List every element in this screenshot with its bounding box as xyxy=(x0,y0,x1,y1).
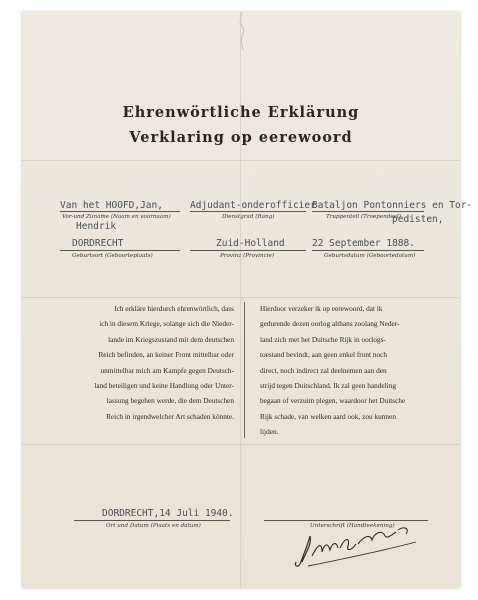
birthdate-value: 22 September 1888. xyxy=(312,238,415,249)
declaration-line: strijd tegen Duitschland. Ik zal geen handeling xyxy=(260,381,396,391)
rank-caption: Dienstgrad (Rang) xyxy=(222,214,275,220)
declaration-line: Rijk schade, van welken aard ook, zou kunnen xyxy=(260,411,396,421)
birthplace-value: DORDRECHT xyxy=(72,238,124,249)
declaration-line: toestand bevindt, aan geen enkel front noch xyxy=(260,350,388,360)
unit-caption: Truppenteil (Troependeel) xyxy=(326,214,401,220)
declaration-line: lijden. xyxy=(260,427,279,437)
birthplace-rule xyxy=(60,250,180,251)
title-dutch: Verklaring op eerewoord xyxy=(129,129,353,146)
declaration-line: Reich in irgendwelcher Art schaden könnte. xyxy=(106,411,234,421)
declaration-line: Ich erkläre hierdurch ehrenwörtlich, dass xyxy=(114,304,234,313)
name-value: Van het HOOFD,Jan, xyxy=(60,200,163,211)
declaration-line: direct, noch indirect zal deelnemen aan den xyxy=(260,365,387,375)
declaration-dutch xyxy=(260,301,440,440)
declaration-line: land beteiligen und keine Handlung oder Unter- xyxy=(94,381,234,391)
fold-line xyxy=(22,297,460,298)
birthdate-caption: Geburtsdatum (Geboortedatum) xyxy=(324,253,416,259)
paper-tear xyxy=(228,12,258,52)
column-divider xyxy=(244,302,245,438)
declaration-line: lassung begehen werde, die dem Deutschen xyxy=(106,396,234,406)
birthdate-rule xyxy=(312,250,424,251)
birthplace-caption: Geburtsort (Geboorteplaats) xyxy=(72,253,153,259)
handwritten-signature xyxy=(288,522,428,572)
declaration-german xyxy=(56,301,234,424)
fold-line xyxy=(240,12,241,588)
declaration-line: Reich befinden, an keiner Front mittelbar oder xyxy=(98,350,234,360)
name-caption: Vor-und Zuname (Naam en voornaam) xyxy=(62,214,171,220)
title-german: Ehrenwörtliche Erklärung xyxy=(122,104,360,121)
name-rule xyxy=(60,211,180,212)
declaration-line: Hierdoor verzeker ik op eerewoord, dat ik xyxy=(260,304,383,313)
rank-value: Adjudant-onderofficier xyxy=(190,200,316,211)
unit-value: Bataljon Pontonniers en Tor- xyxy=(312,200,473,211)
unit-rule xyxy=(312,211,424,212)
declaration-line: land zich met het Duitsche Rijk in oorlogs- xyxy=(260,334,386,344)
province-value: Zuid-Holland xyxy=(216,238,285,249)
rank-rule xyxy=(190,211,306,212)
place-date-value: DORDRECHT,14 Juli 1940. xyxy=(102,508,234,519)
declaration-line: lande im Kriegszustand mit dem deutschen xyxy=(108,334,234,344)
unit-value-continued: pedisten, xyxy=(392,214,444,225)
declaration-line: begaan of verzuim plegen, waardoor het Duitsche xyxy=(260,396,406,406)
place-date-rule xyxy=(74,520,230,521)
fold-line xyxy=(22,160,460,161)
province-rule xyxy=(190,250,306,251)
document-paper xyxy=(22,12,473,588)
declaration-line: gedurende dezen oorlog althans zoolang Neder- xyxy=(260,319,400,329)
province-caption: Provinz (Provincie) xyxy=(220,253,275,259)
signature-caption: Unterschrift (Handteekening) xyxy=(310,523,395,529)
signature-rule xyxy=(264,520,428,521)
fold-line xyxy=(22,444,460,445)
name-value-continued: Hendrik xyxy=(76,221,117,232)
declaration-line: ich in diesem Kriege, solange sich die Nieder- xyxy=(99,319,234,329)
declaration-line: unmittelbar mich am Kampfe gegen Deutsch- xyxy=(100,365,234,375)
place-date-caption: Ort und Datum (Plaats en datum) xyxy=(106,523,201,529)
